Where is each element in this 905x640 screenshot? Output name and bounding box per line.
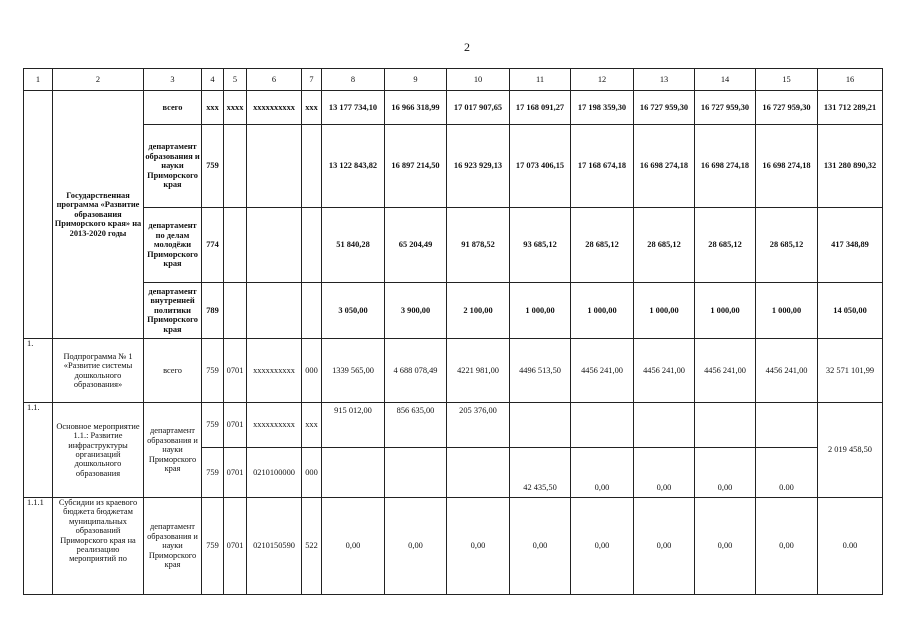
row-number: 1.1.1	[24, 498, 53, 595]
value-cell: 16 727 959,30	[634, 91, 695, 125]
value-cell: 4456 241,00	[634, 339, 695, 403]
csr-cell: xxxxxxxxxx	[247, 403, 302, 448]
program-num-cell	[24, 91, 53, 339]
value-cell	[510, 403, 571, 448]
vr-cell: 000	[302, 448, 322, 498]
header-cell: 12	[571, 69, 634, 91]
value-cell: 131 280 890,32	[818, 125, 883, 208]
value-cell: 0.00	[818, 498, 883, 595]
row-number: 1.1.	[24, 403, 53, 498]
value-cell: 205 376,00	[447, 403, 510, 448]
value-cell: 17 073 406,15	[510, 125, 571, 208]
value-cell: 0,00	[571, 448, 634, 498]
value-cell: 2 019 458,50	[818, 403, 883, 498]
value-cell: 1 000,00	[756, 283, 818, 339]
value-cell: 1 000,00	[634, 283, 695, 339]
header-cell: 9	[385, 69, 447, 91]
subprogram-name: Подпрограмма № 1 «Развитие системы дошкольного образования»	[53, 339, 144, 403]
header-cell: 15	[756, 69, 818, 91]
grbs-cell: 759	[202, 125, 224, 208]
value-cell: 4456 241,00	[756, 339, 818, 403]
value-cell: 4456 241,00	[695, 339, 756, 403]
value-cell: 4221 981,00	[447, 339, 510, 403]
value-cell: 51 840,28	[322, 208, 385, 283]
rzpr-cell	[224, 125, 247, 208]
value-cell: 32 571 101,99	[818, 339, 883, 403]
value-cell	[447, 448, 510, 498]
header-cell: 7	[302, 69, 322, 91]
row-number: 1.	[24, 339, 53, 403]
value-cell	[634, 403, 695, 448]
executor-cell: департамент по делам молодёжи Приморского края	[144, 208, 202, 283]
grbs-cell: 789	[202, 283, 224, 339]
value-cell	[322, 448, 385, 498]
header-cell: 11	[510, 69, 571, 91]
value-cell: 3 900,00	[385, 283, 447, 339]
value-cell: 16 698 274,18	[756, 125, 818, 208]
budget-table	[23, 68, 883, 595]
value-cell: 17 198 359,30	[571, 91, 634, 125]
header-row	[24, 69, 883, 91]
rzpr-cell: 0701	[224, 339, 247, 403]
value-cell: 17 017 907,65	[447, 91, 510, 125]
header-cell: 13	[634, 69, 695, 91]
subsidy-name: Субсидии из краевого бюджета бюджетам муниципальных образований Приморского края на реализацию мероприятий по	[53, 498, 144, 595]
csr-cell	[247, 283, 302, 339]
vr-cell	[302, 208, 322, 283]
value-cell: 856 635,00	[385, 403, 447, 448]
header-cell: 14	[695, 69, 756, 91]
csr-cell: 0210150590	[247, 498, 302, 595]
grbs-cell: xxx	[202, 91, 224, 125]
value-cell: 4456 241,00	[571, 339, 634, 403]
value-cell: 915 012,00	[322, 403, 385, 448]
header-cell: 16	[818, 69, 883, 91]
rzpr-cell	[224, 208, 247, 283]
measure-row	[24, 403, 883, 448]
header-cell: 6	[247, 69, 302, 91]
value-cell: 2 100,00	[447, 283, 510, 339]
value-cell: 0,00	[571, 498, 634, 595]
rzpr-cell: 0701	[224, 448, 247, 498]
subprogram-row	[24, 339, 883, 403]
header-cell: 4	[202, 69, 224, 91]
value-cell: 13 122 843,82	[322, 125, 385, 208]
value-cell: 28 685,12	[634, 208, 695, 283]
value-cell: 1 000,00	[510, 283, 571, 339]
program-executor-row	[24, 208, 883, 283]
rzpr-cell	[224, 283, 247, 339]
program-executor-row	[24, 125, 883, 208]
value-cell: 1339 565,00	[322, 339, 385, 403]
value-cell: 16 897 214,50	[385, 125, 447, 208]
value-cell: 3 050,00	[322, 283, 385, 339]
vr-cell: 000	[302, 339, 322, 403]
program-total-row	[24, 91, 883, 125]
value-cell	[385, 448, 447, 498]
csr-cell	[247, 208, 302, 283]
vr-cell: 522	[302, 498, 322, 595]
measure-name: Основное мероприятие 1.1.: Развитие инфраструктуры организаций дошкольного образования	[53, 403, 144, 498]
subsidy-row	[24, 498, 883, 595]
value-cell: 16 727 959,30	[756, 91, 818, 125]
grbs-cell: 759	[202, 403, 224, 448]
value-cell: 17 168 091,27	[510, 91, 571, 125]
header-cell: 2	[53, 69, 144, 91]
value-cell: 417 348,89	[818, 208, 883, 283]
header-cell: 1	[24, 69, 53, 91]
executor-cell: департамент образования и науки Приморского края	[144, 125, 202, 208]
value-cell: 4 688 078,49	[385, 339, 447, 403]
value-cell: 14 050,00	[818, 283, 883, 339]
value-cell: 28 685,12	[695, 208, 756, 283]
value-cell: 131 712 289,21	[818, 91, 883, 125]
value-cell: 13 177 734,10	[322, 91, 385, 125]
header-cell: 10	[447, 69, 510, 91]
executor-cell: департамент образования и науки Приморского края	[144, 498, 202, 595]
executor-cell: департамент образования и науки Приморского края	[144, 403, 202, 498]
vr-cell	[302, 125, 322, 208]
grbs-cell: 759	[202, 339, 224, 403]
value-cell: 0,00	[510, 498, 571, 595]
csr-cell	[247, 125, 302, 208]
value-cell: 0.00	[756, 448, 818, 498]
csr-cell: 0210100000	[247, 448, 302, 498]
value-cell: 42 435,50	[510, 448, 571, 498]
page-number: 2	[464, 40, 470, 54]
executor-cell: всего	[144, 91, 202, 125]
rzpr-cell: xxxx	[224, 91, 247, 125]
value-cell	[571, 403, 634, 448]
value-cell: 1 000,00	[695, 283, 756, 339]
grbs-cell: 759	[202, 498, 224, 595]
value-cell	[756, 403, 818, 448]
program-executor-row	[24, 283, 883, 339]
value-cell: 0,00	[695, 448, 756, 498]
vr-cell: xxx	[302, 91, 322, 125]
value-cell: 16 727 959,30	[695, 91, 756, 125]
rzpr-cell: 0701	[224, 498, 247, 595]
value-cell: 91 878,52	[447, 208, 510, 283]
program-name: Государственная программа «Развитие образования Приморского края» на 2013-2020 годы	[53, 91, 144, 339]
csr-cell: xxxxxxxxxx	[247, 91, 302, 125]
value-cell: 0,00	[447, 498, 510, 595]
executor-cell: всего	[144, 339, 202, 403]
value-cell: 0,00	[695, 498, 756, 595]
header-cell: 3	[144, 69, 202, 91]
value-cell: 93 685,12	[510, 208, 571, 283]
value-cell: 1 000,00	[571, 283, 634, 339]
executor-cell: департамент внутренней политики Приморского края	[144, 283, 202, 339]
value-cell: 0,00	[385, 498, 447, 595]
vr-cell: xxx	[302, 403, 322, 448]
value-cell: 28 685,12	[571, 208, 634, 283]
value-cell: 16 923 929,13	[447, 125, 510, 208]
value-cell: 16 698 274,18	[695, 125, 756, 208]
value-cell: 0,00	[634, 498, 695, 595]
header-cell: 5	[224, 69, 247, 91]
value-cell: 0,00	[756, 498, 818, 595]
value-cell: 16 966 318,99	[385, 91, 447, 125]
value-cell: 4496 513,50	[510, 339, 571, 403]
rzpr-cell: 0701	[224, 403, 247, 448]
value-cell: 65 204,49	[385, 208, 447, 283]
value-cell	[695, 403, 756, 448]
header-cell: 8	[322, 69, 385, 91]
value-cell: 17 168 674,18	[571, 125, 634, 208]
vr-cell	[302, 283, 322, 339]
value-cell: 28 685,12	[756, 208, 818, 283]
grbs-cell: 759	[202, 448, 224, 498]
grbs-cell: 774	[202, 208, 224, 283]
value-cell: 0,00	[634, 448, 695, 498]
value-cell: 16 698 274,18	[634, 125, 695, 208]
value-cell: 0,00	[322, 498, 385, 595]
csr-cell: xxxxxxxxxx	[247, 339, 302, 403]
